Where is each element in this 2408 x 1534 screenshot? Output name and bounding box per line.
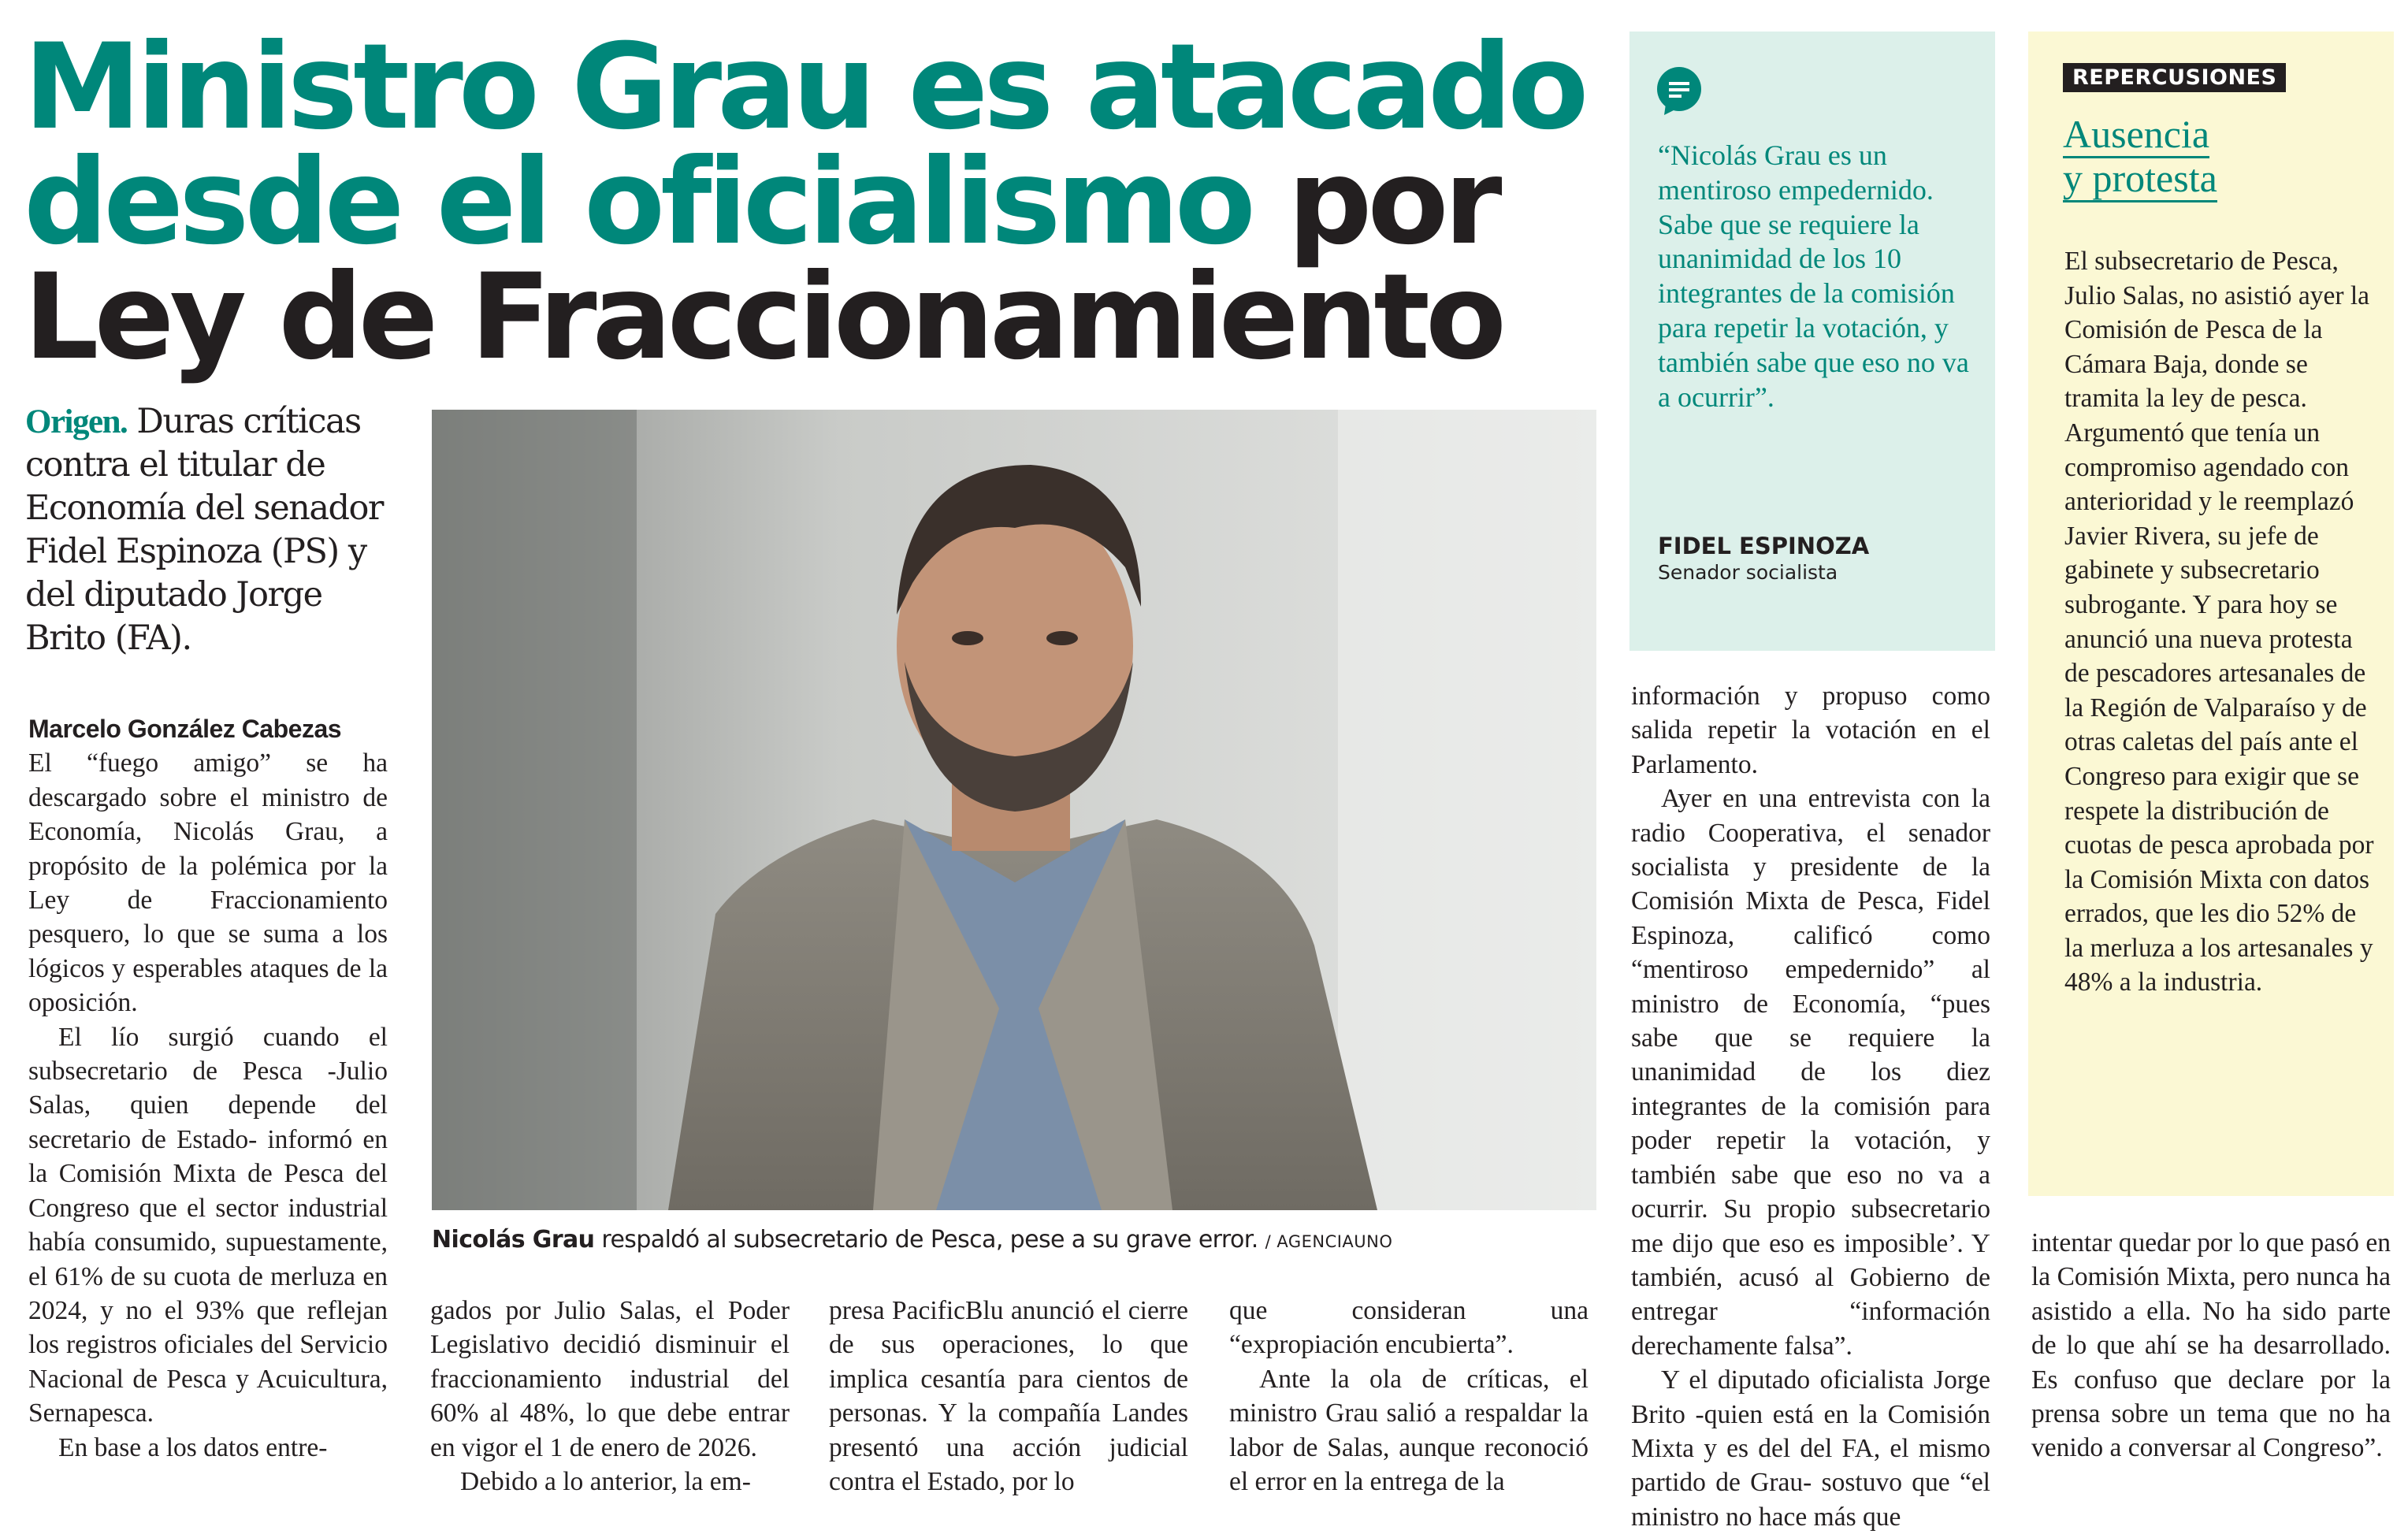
sidebar-text: El subsecretario de Pesca, Julio Salas, no asistió ayer la Comisión de Pesca de la Cámara Baja, donde se tramita la ley de pesca. Argumentó que tenía un compromiso agendado con anterioridad y le reemplazó Javier Rivera, su jefe de gabinete y subsecretario subrogante. Y para hoy se anunció una nueva protesta de pescadores artesanales de la Región de Valparaíso y de otras caletas del país ante el Congreso para exigir que se respete la distribución de cuotas de pesca aprobada por la Comisión Mixta con datos errados, que les dio 52% de la merluza a los artesanales y 48% a la industria. (2064, 247, 2374, 997)
article-paragraph: El “fuego amigo” se ha descargado sobre el ministro de Economía, Nicolás Grau, a propósito de la polémica por la Ley de Fraccionamiento pesquero, lo que se suma a los lógicos y esperables ataques de la oposición. (28, 748, 388, 1018)
article-paragraph: presa PacificBlu anunció el cierre de sus operaciones, lo que implica cesantía para cientos de personas. Y la compañía Landes presentó una acción judicial contra el Estado, por lo (829, 1296, 1188, 1497)
article-paragraph: El lío surgió cuando el subsecretario de Pesca -Julio Salas, quien depende del secretario de Estado- informó en la Comisión Mixta de Pesca del Congreso que el sector industrial había consumido, supuestamente, el 61% de su cuota de merluza en 2024, y no el 93% que reflejan los registros oficiales del Servicio Nacional de Pesca y Acuicultura, Sernapesca. (28, 1022, 388, 1428)
article-paragraph: Ayer en una entrevista con la radio Cooperativa, el senador socialista y presidente de la Comisión Mixta de Pesca, Fidel Espinoza, calificó como “mentiroso empedernido” al ministro de Economía, “pues sabe que se requiere la unanimidad de los diez integrantes de la comisión para poder repetir la votación, y también sabe que eso no va a ocurrir. Su propio subsecretario me dijo que eso es imposible’. Y también, acusó al Gobierno de entregar “información derechamente falsa”. (1631, 784, 1990, 1361)
article-column-6 (2031, 1226, 2391, 1465)
article-column-4 (1229, 1294, 1589, 1499)
article-paragraph: gados por Julio Salas, el Poder Legislativo decidió disminuir el fraccionamiento industrial del 60% al 48%, lo que debe entrar en vigor el 1 de enero de 2026. (430, 1296, 790, 1462)
article-paragraph: Y el diputado oficialista Jorge Brito -quien está en la Comisión Mixta y es del del FA, el mismo partido de Grau- sostuvo que “el ministro no hace más que (1631, 1365, 1990, 1532)
photo-caption (432, 1226, 1614, 1254)
byline: Marcelo González Cabezas (28, 715, 342, 743)
article-column-1 (28, 712, 388, 1465)
article-paragraph: intentar quedar por lo que pasó en la Comisión Mixta, pero nunca ha asistido a ella. No ha sido parte de lo que ahí se ha desarrollado. Es confuso que declare por la prensa sobre un tema que no ha venido a conversar al Congreso”. (2031, 1228, 2391, 1463)
lead-text: Duras críticas contra el titular de Economía del senador Fidel Espinoza (PS) y del diputado Jorge Brito (FA). (25, 402, 383, 658)
headline-line3: Ley de Fraccionamiento (24, 249, 1503, 386)
article-photo (432, 410, 1596, 1210)
article-column-2 (430, 1294, 790, 1499)
quote-author-name: FIDEL ESPINOZA (1658, 533, 1870, 559)
pull-quote-text: “Nicolás Grau es un mentiroso empedernido. Sabe que se requiere la unanimidad de los 10 integrantes de la comisión para repetir la votación, y también sabe que eso no va a ocurrir”. (1658, 139, 1969, 413)
caption-text: respaldó al subsecretario de Pesca, pese a su grave error. (601, 1226, 1258, 1254)
article-paragraph: Debido a lo anterior, la em- (460, 1467, 751, 1497)
lead-kicker: Origen. (25, 403, 128, 440)
article-column-3 (829, 1294, 1188, 1499)
article-paragraph: Ante la ola de críticas, el ministro Grau salió a respaldar la labor de Salas, aunque reconoció el error en la entrega de la (1229, 1364, 1589, 1497)
article-paragraph: información y propuso como salida repetir la votación en el Parlamento. (1631, 682, 1990, 779)
sidebar-title (2063, 112, 2217, 200)
article-paragraph: En base a los datos entre- (58, 1432, 328, 1462)
headline-por: por (1288, 134, 1498, 271)
speech-bubble-icon (1655, 66, 1704, 115)
sidebar-title-line1: Ausencia (2063, 112, 2209, 158)
headline-line1: Ministro Grau es atacado (24, 19, 1585, 156)
headline-line2: desde el oficialismo (24, 134, 1251, 271)
caption-name: Nicolás Grau (432, 1226, 595, 1254)
section-tag: REPERCUSIONES (2063, 63, 2286, 92)
headline (24, 19, 1600, 386)
portrait-illustration (432, 410, 1596, 1210)
quote-author-role: Senador socialista (1658, 561, 1838, 584)
sidebar-title-line2: y protesta (2063, 156, 2217, 202)
article-paragraph: que consideran una “expropiación encubierta”. (1229, 1296, 1589, 1360)
photo-credit: / AGENCIAUNO (1265, 1232, 1393, 1251)
article-column-5 (1631, 679, 1990, 1534)
lead-paragraph (25, 400, 396, 660)
